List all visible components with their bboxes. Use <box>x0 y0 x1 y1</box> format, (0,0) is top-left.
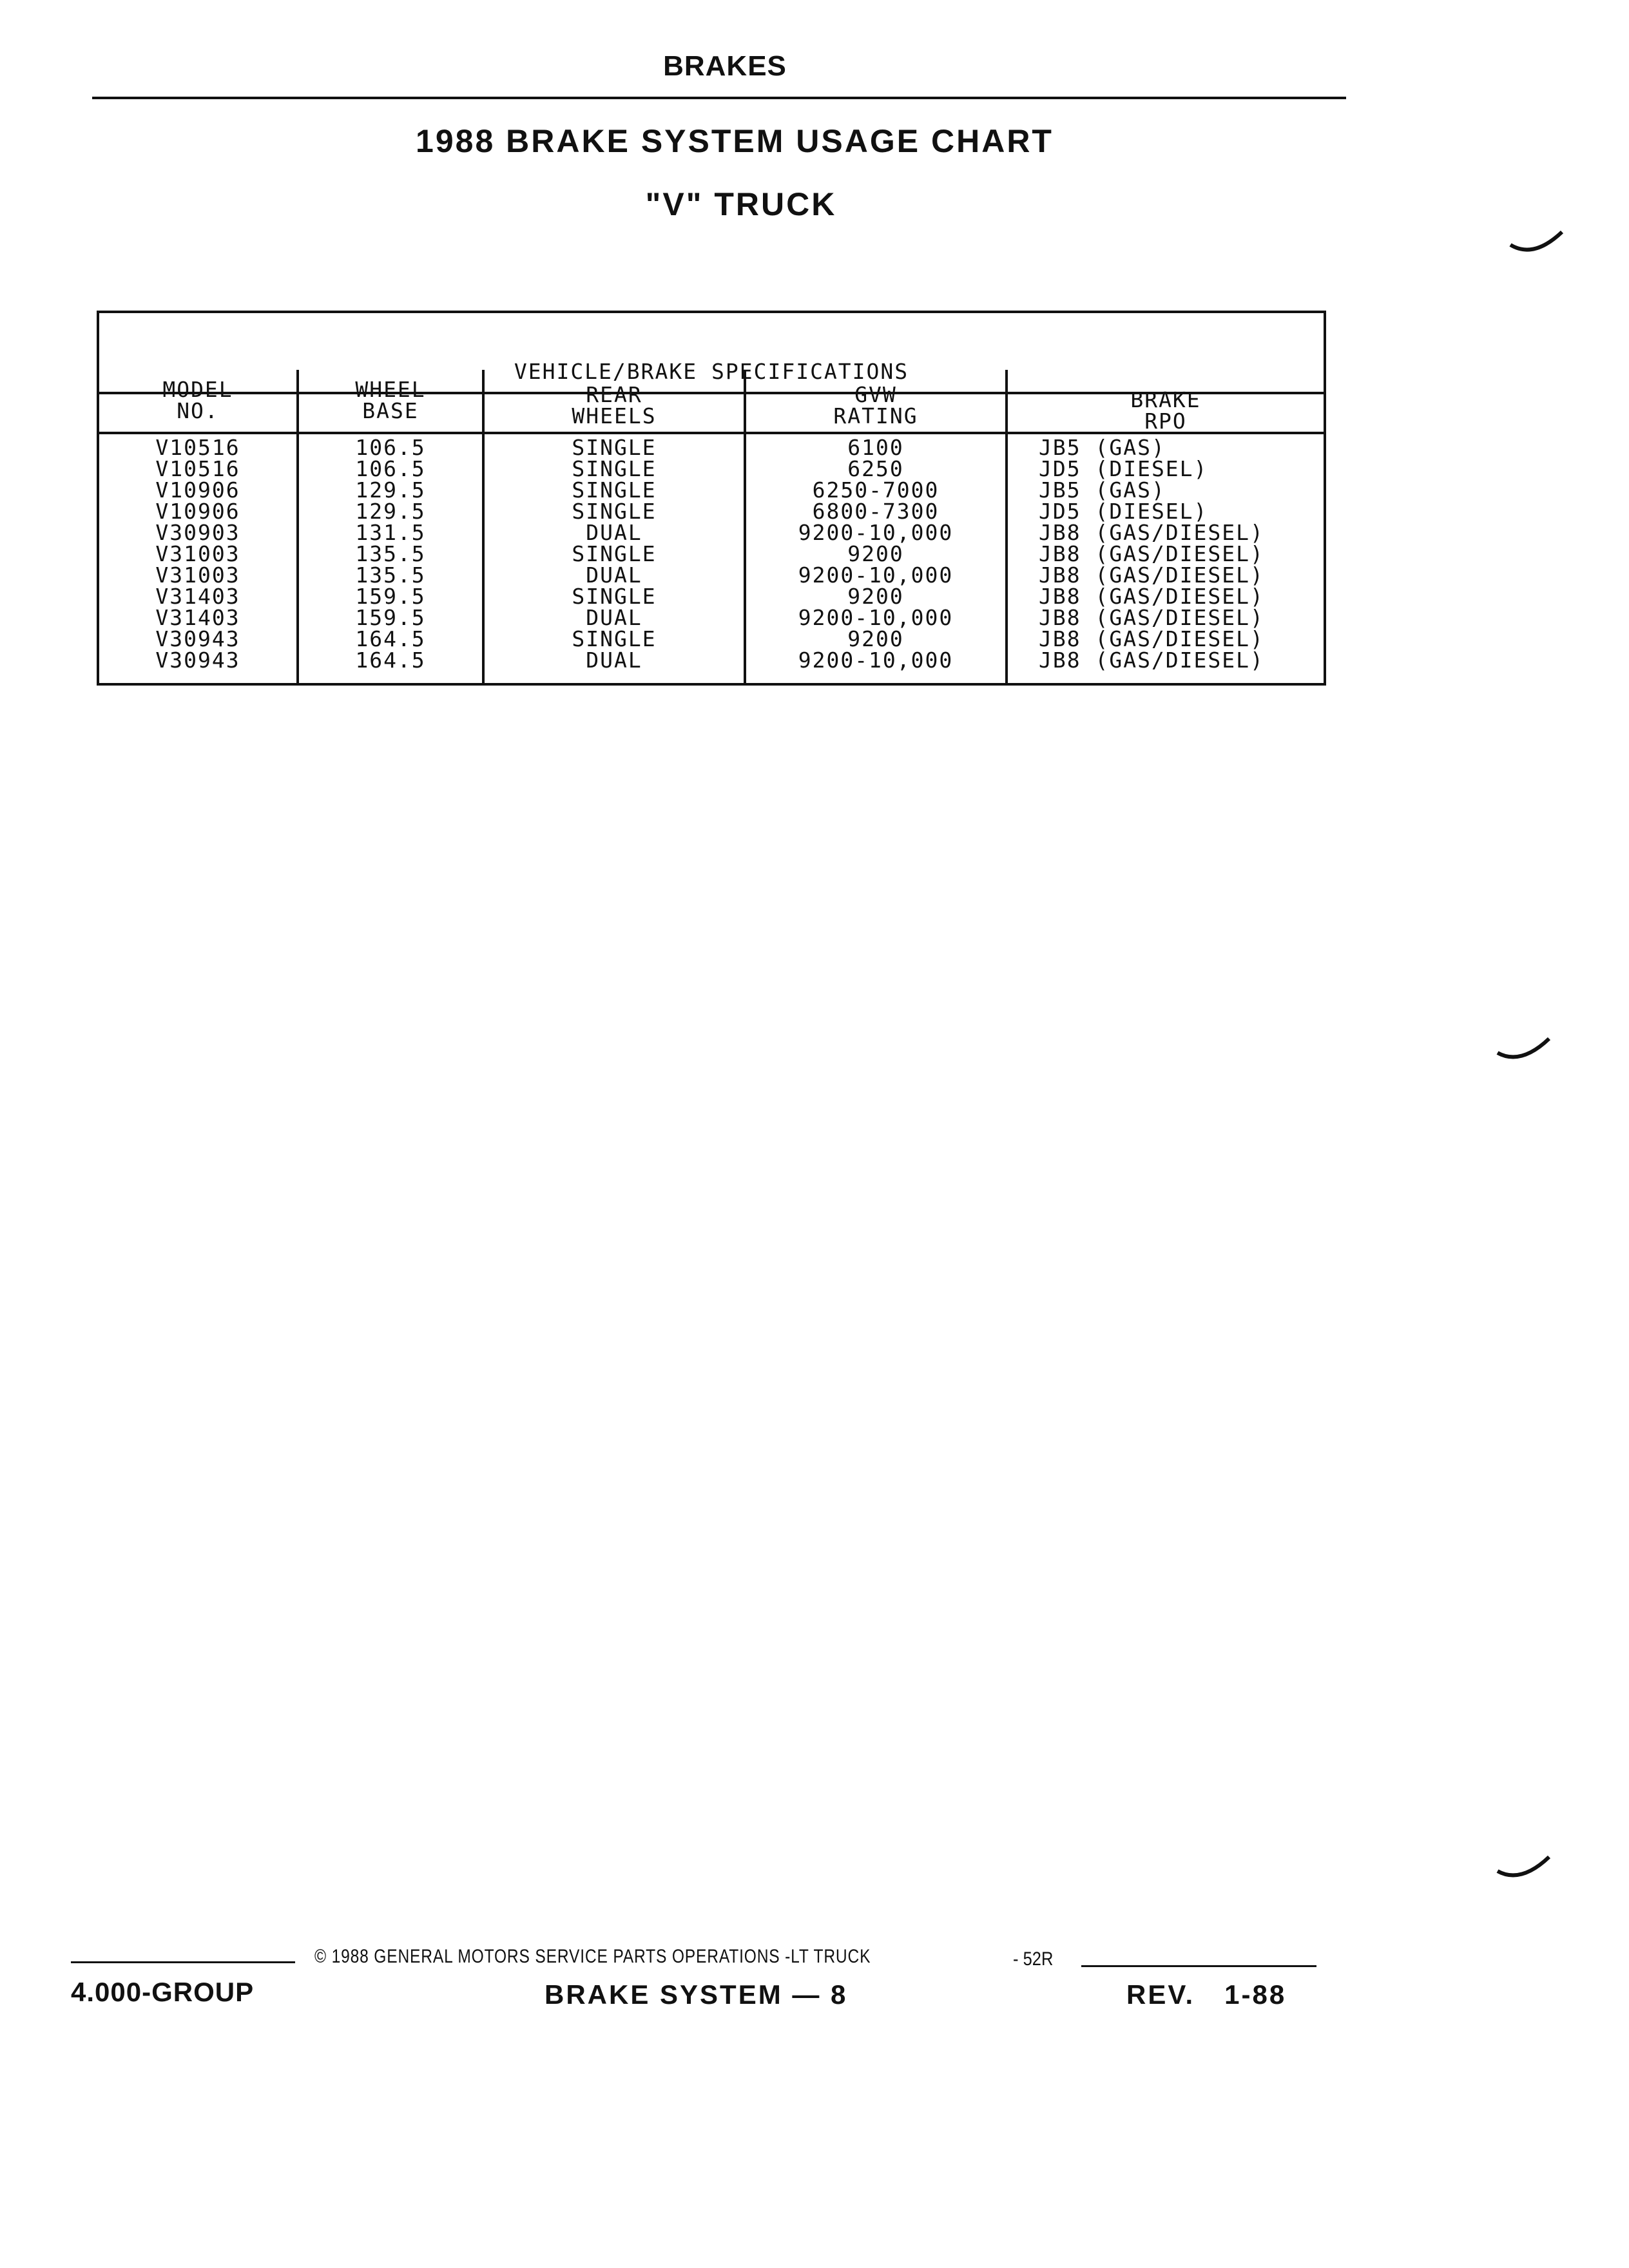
column-cells <box>1008 434 1324 671</box>
table-cell-rear-wheels: DUAL <box>586 520 642 545</box>
table-cell-gvw: 9200 <box>847 626 904 651</box>
col-header-rpo <box>1008 370 1324 434</box>
header-text: RPO <box>1144 408 1187 434</box>
table-cell-rpo: JB8 (GAS/DIESEL) <box>1039 520 1264 545</box>
binder-mark-icon <box>1495 1031 1553 1076</box>
footer-copyright: © 1988 GENERAL MOTORS SERVICE PARTS OPERATIONS -LT TRUCK <box>314 1946 871 1967</box>
col-brake-rpo <box>1005 370 1324 683</box>
table-cell-rpo: JB8 (GAS/DIESEL) <box>1039 605 1264 630</box>
table-cell-rear-wheels: DUAL <box>586 562 642 588</box>
table-cell-gvw: 6100 <box>847 435 904 460</box>
table-cell-wheel-base: 129.5 <box>355 477 426 503</box>
table-cell-rear-wheels: SINGLE <box>572 456 657 481</box>
table-cell-rear-wheels: SINGLE <box>572 541 657 566</box>
page-subtitle: "V" TRUCK <box>645 186 837 222</box>
footer-page-number: - 52R <box>1013 1948 1054 1970</box>
table-cell-gvw: 9200-10,000 <box>798 562 954 588</box>
table-cell-rpo: JD5 (DIESEL) <box>1039 456 1208 481</box>
table-cell-wheel-base: 159.5 <box>355 584 426 609</box>
table-cell-rpo: JB8 (GAS/DIESEL) <box>1039 648 1264 673</box>
table-cell-rpo: JB5 (GAS) <box>1039 435 1166 460</box>
footer-rule-left <box>71 1961 295 1963</box>
table-cell-model: V10516 <box>155 435 240 460</box>
table-cell-rear-wheels: SINGLE <box>572 477 657 503</box>
header-text: BRAKE <box>1130 387 1201 412</box>
table-cell-gvw: 9200 <box>847 541 904 566</box>
revision-label: REV. <box>1126 1979 1195 2010</box>
top-rule <box>92 97 1346 99</box>
table-cell-wheel-base: 129.5 <box>355 499 426 524</box>
col-header-model <box>99 370 296 434</box>
section-heading: BRAKES <box>663 50 787 82</box>
table-cell-wheel-base: 131.5 <box>355 520 426 545</box>
table-cell-model: V31003 <box>155 541 240 566</box>
table-cell-wheel-base: 106.5 <box>355 456 426 481</box>
table-cell-model: V31403 <box>155 584 240 609</box>
column-cells <box>746 434 1005 671</box>
table-cell-gvw: 9200 <box>847 584 904 609</box>
col-rear-wheels <box>482 370 744 683</box>
table-caption: VEHICLE/BRAKE SPECIFICATIONS <box>99 335 1324 394</box>
table-cell-rpo: JB8 (GAS/DIESEL) <box>1039 626 1264 651</box>
binder-mark-icon <box>1495 1849 1553 1894</box>
table-cell-wheel-base: 164.5 <box>355 648 426 673</box>
table-cell-model: V10516 <box>155 456 240 481</box>
table-cell-gvw: 9200-10,000 <box>798 520 954 545</box>
table-cell-gvw: 9200-10,000 <box>798 648 954 673</box>
col-wheel-base <box>296 370 482 683</box>
table-cell-rear-wheels: DUAL <box>586 648 642 673</box>
table-cell-model: V31003 <box>155 562 240 588</box>
footer-revision <box>1126 1979 1286 2010</box>
table-cell-rear-wheels: SINGLE <box>572 626 657 651</box>
table-cell-rear-wheels: SINGLE <box>572 435 657 460</box>
binder-mark-icon <box>1508 226 1566 271</box>
table-cell-rpo: JD5 (DIESEL) <box>1039 499 1208 524</box>
col-model <box>99 370 296 683</box>
table-cell-model: V31403 <box>155 605 240 630</box>
table-cell-gvw: 6250 <box>847 456 904 481</box>
footer-group: 4.000-GROUP <box>71 1977 255 2007</box>
table-cell-rear-wheels: SINGLE <box>572 499 657 524</box>
table-cell-rpo: JB8 (GAS/DIESEL) <box>1039 541 1264 566</box>
revision-value: 1-88 <box>1224 1979 1287 2010</box>
table-cell-wheel-base: 135.5 <box>355 541 426 566</box>
table-cell-rear-wheels: DUAL <box>586 605 642 630</box>
table-cell-wheel-base: 135.5 <box>355 562 426 588</box>
header-text: NO. <box>177 398 219 423</box>
col-header-wheel-base <box>299 370 482 434</box>
table-cell-gvw: 6800-7300 <box>812 499 940 524</box>
header-text: REAR <box>586 382 642 407</box>
table-cell-model: V10906 <box>155 499 240 524</box>
column-cells <box>299 434 482 671</box>
col-header-gvw <box>746 370 1005 434</box>
column-cells <box>99 434 296 671</box>
header-text: WHEELS <box>572 403 657 428</box>
page-title: 1988 BRAKE SYSTEM USAGE CHART <box>416 123 1054 159</box>
table-cell-model: V30943 <box>155 626 240 651</box>
header-text: RATING <box>833 403 918 428</box>
col-gvw-rating <box>744 370 1005 683</box>
header-text: WHEEL <box>355 377 426 402</box>
column-cells <box>485 434 744 671</box>
table-cell-wheel-base: 159.5 <box>355 605 426 630</box>
table-cell-gvw: 9200-10,000 <box>798 605 954 630</box>
spec-table <box>97 311 1326 686</box>
header-text: MODEL <box>162 377 233 402</box>
table-cell-gvw: 6250-7000 <box>812 477 940 503</box>
table-cell-rear-wheels: SINGLE <box>572 584 657 609</box>
table-cell-wheel-base: 106.5 <box>355 435 426 460</box>
col-header-rear-wheels <box>485 370 744 434</box>
table-cell-model: V30903 <box>155 520 240 545</box>
header-text: BASE <box>362 398 419 423</box>
footer-rule-right <box>1081 1965 1316 1967</box>
table-cell-model: V10906 <box>155 477 240 503</box>
footer-section: BRAKE SYSTEM — 8 <box>545 1979 848 2010</box>
table-cell-rpo: JB5 (GAS) <box>1039 477 1166 503</box>
table-cell-model: V30943 <box>155 648 240 673</box>
header-text: GVW <box>854 382 897 407</box>
table-cell-rpo: JB8 (GAS/DIESEL) <box>1039 584 1264 609</box>
table-cell-wheel-base: 164.5 <box>355 626 426 651</box>
table-cell-rpo: JB8 (GAS/DIESEL) <box>1039 562 1264 588</box>
